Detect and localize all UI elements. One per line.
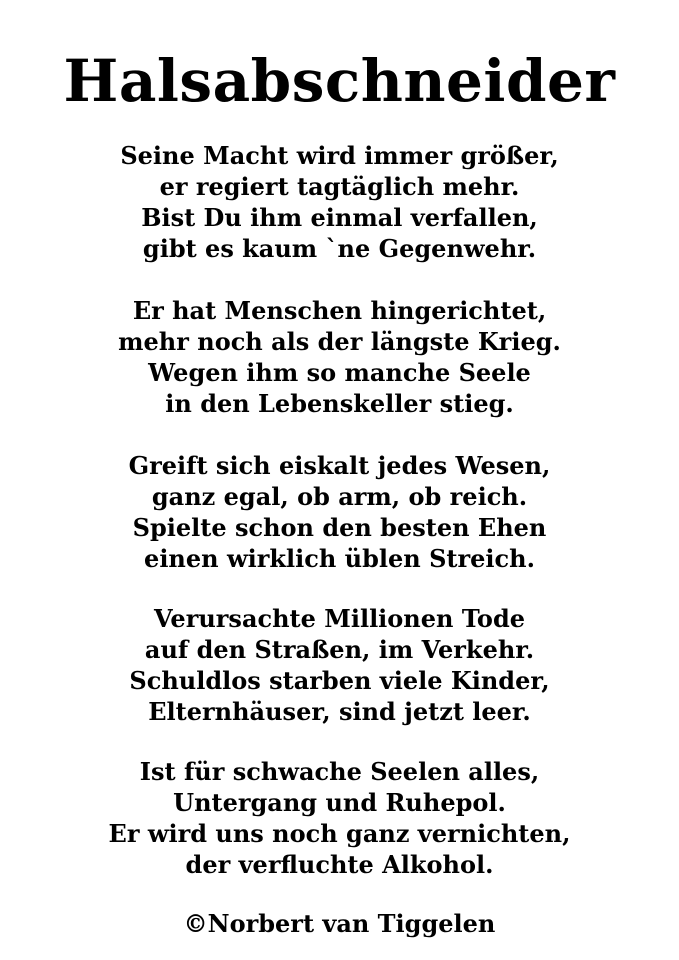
poem-line: einen wirklich üblen Streich. bbox=[144, 544, 535, 573]
poem-line: Ist für schwache Seelen alles, bbox=[139, 757, 540, 786]
stanza-1 bbox=[0, 140, 679, 264]
poem-title: Halsabschneider bbox=[63, 47, 616, 115]
poem-line: auf den Straßen, im Verkehr. bbox=[144, 635, 535, 664]
stanza-2 bbox=[0, 295, 679, 419]
poem-line: Untergang und Ruhepol. bbox=[173, 788, 506, 817]
poem-line: in den Lebenskeller stieg. bbox=[165, 389, 514, 418]
poem-line: ganz egal, ob arm, ob reich. bbox=[151, 482, 528, 511]
poem-line: Bist Du ihm einmal verfallen, bbox=[141, 203, 538, 232]
poem-line: Er wird uns noch ganz vernichten, bbox=[108, 819, 571, 848]
poem-line: Greift sich eiskalt jedes Wesen, bbox=[128, 451, 551, 480]
poem-line: Spielte schon den besten Ehen bbox=[132, 513, 547, 542]
poem-line: Schuldlos starben viele Kinder, bbox=[129, 666, 550, 695]
stanza-3 bbox=[0, 450, 679, 574]
poem-line: Wegen ihm so manche Seele bbox=[148, 358, 531, 387]
stanza-5 bbox=[0, 756, 679, 880]
poem-line: der verfluchte Alkohol. bbox=[185, 850, 494, 879]
author-credit: ©Norbert van Tiggelen bbox=[183, 909, 496, 938]
poem-line: gibt es kaum `ne Gegenwehr. bbox=[142, 234, 537, 263]
poem-line: Seine Macht wird immer größer, bbox=[120, 141, 559, 170]
stanza-4 bbox=[0, 603, 679, 727]
poem-line: Er hat Menschen hingerichtet, bbox=[132, 296, 547, 325]
poem-line: Elternhäuser, sind jetzt leer. bbox=[148, 697, 531, 726]
poem-line: mehr noch als der längste Krieg. bbox=[118, 327, 561, 356]
poem-line: Verursachte Millionen Tode bbox=[154, 604, 525, 633]
poem-line: er regiert tagtäglich mehr. bbox=[159, 172, 520, 201]
